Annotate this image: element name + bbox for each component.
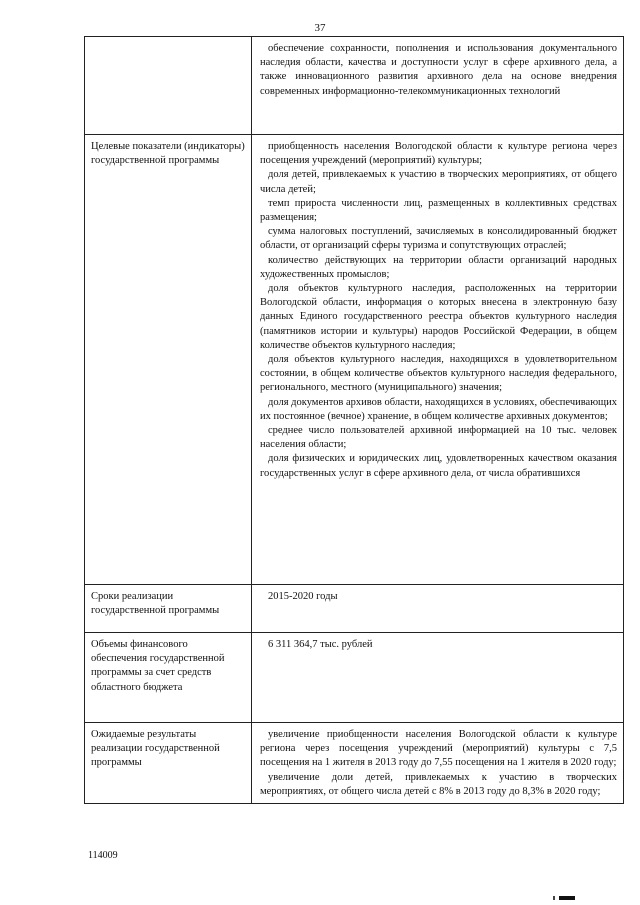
paragraph: доля физических и юридических лиц, удовлетворенных качеством оказания государственных услуг в сфере архивного дела, от числа обратившихся: [260, 453, 617, 479]
paragraph: доля документов архивов области, находящихся в условиях, обеспечивающих их постоянное (вечное) хранение, в общем количестве архивных документов;: [260, 396, 617, 422]
table-row: [85, 135, 624, 585]
paragraph: приобщенность населения Вологодской области к культуре региона через посещения учреждений (мероприятий) культуры;: [260, 141, 617, 167]
scan-mark: [553, 896, 555, 900]
row-content: [252, 723, 624, 804]
paragraph: увеличение доли детей, привлекаемых к участию в творческих мероприятиях, от общего числа детей с 8% в 2013 году до 8,3% в 2020 году;: [260, 771, 617, 797]
row-content: [252, 37, 624, 135]
row-label: Целевые показатели (индикаторы) государственной программы: [85, 135, 252, 585]
paragraph: темп прироста численности лиц, размещенных в коллективных средствах размещения;: [260, 197, 617, 224]
paragraph: сумма налоговых поступлений, зачисляемых в консолидированный бюджет области, от организаций сферы туризма и сопутствующих отраслей;: [260, 226, 617, 252]
row-label: Ожидаемые результаты реализации государственной программы: [85, 723, 252, 804]
paragraph: 6 311 364,7 тыс. рублей: [268, 639, 373, 650]
paragraph: доля детей, привлекаемых к участию в творческих мероприятиях, от общего числа детей;: [260, 169, 617, 195]
document-code: 114009: [88, 850, 118, 861]
table-row: [85, 633, 624, 723]
row-content: [252, 585, 624, 633]
row-label: Объемы финансового обеспечения государственной программы за счет средств областного бюджета: [85, 633, 252, 723]
paragraph: доля объектов культурного наследия, находящихся в удовлетворительном состоянии, в общем количестве объектов культурного наследия федерального, регионального, местного (муниципального) значения;: [260, 354, 617, 394]
paragraph: количество действующих на территории области организаций народных художественных промыслов;: [260, 254, 617, 280]
table-row: [85, 585, 624, 633]
row-label: Сроки реализации государственной программы: [85, 585, 252, 633]
paragraph: обеспечение сохранности, пополнения и использования документального наследия области, качества и доступности услуг в сфере архивного дела, а также инновационного развития архивного дела на основе внедрения современных информационно-телекоммуникационных технологий: [260, 43, 617, 97]
paragraph: доля объектов культурного наследия, расположенных на территории Вологодской области, информация о которых внесена в электронную базу данных Единого государственного реестра объектов культурного наследия (памятников истории и культуры) народов Российской Федерации, в общем количестве объектов культурного наследия;: [260, 283, 617, 351]
program-passport-table: [84, 36, 624, 804]
row-content: [252, 633, 624, 723]
paragraph: среднее число пользователей архивной информацией на 10 тыс. человек населения области;: [260, 425, 617, 451]
paragraph: увеличение приобщенности населения Вологодской области к культуре региона через посещения учреждений (мероприятий) культуры с 7,5 посещения на 1 жителя в 2013 году до 7,55 посещения на 1 жителя в 2020 году;: [260, 729, 617, 769]
page-number: 37: [314, 22, 326, 34]
paragraph: 2015-2020 годы: [268, 591, 338, 602]
table-row: [85, 37, 624, 135]
scan-mark: [559, 896, 575, 900]
row-content: [252, 135, 624, 585]
table-row: [85, 723, 624, 804]
row-label: [85, 37, 252, 135]
